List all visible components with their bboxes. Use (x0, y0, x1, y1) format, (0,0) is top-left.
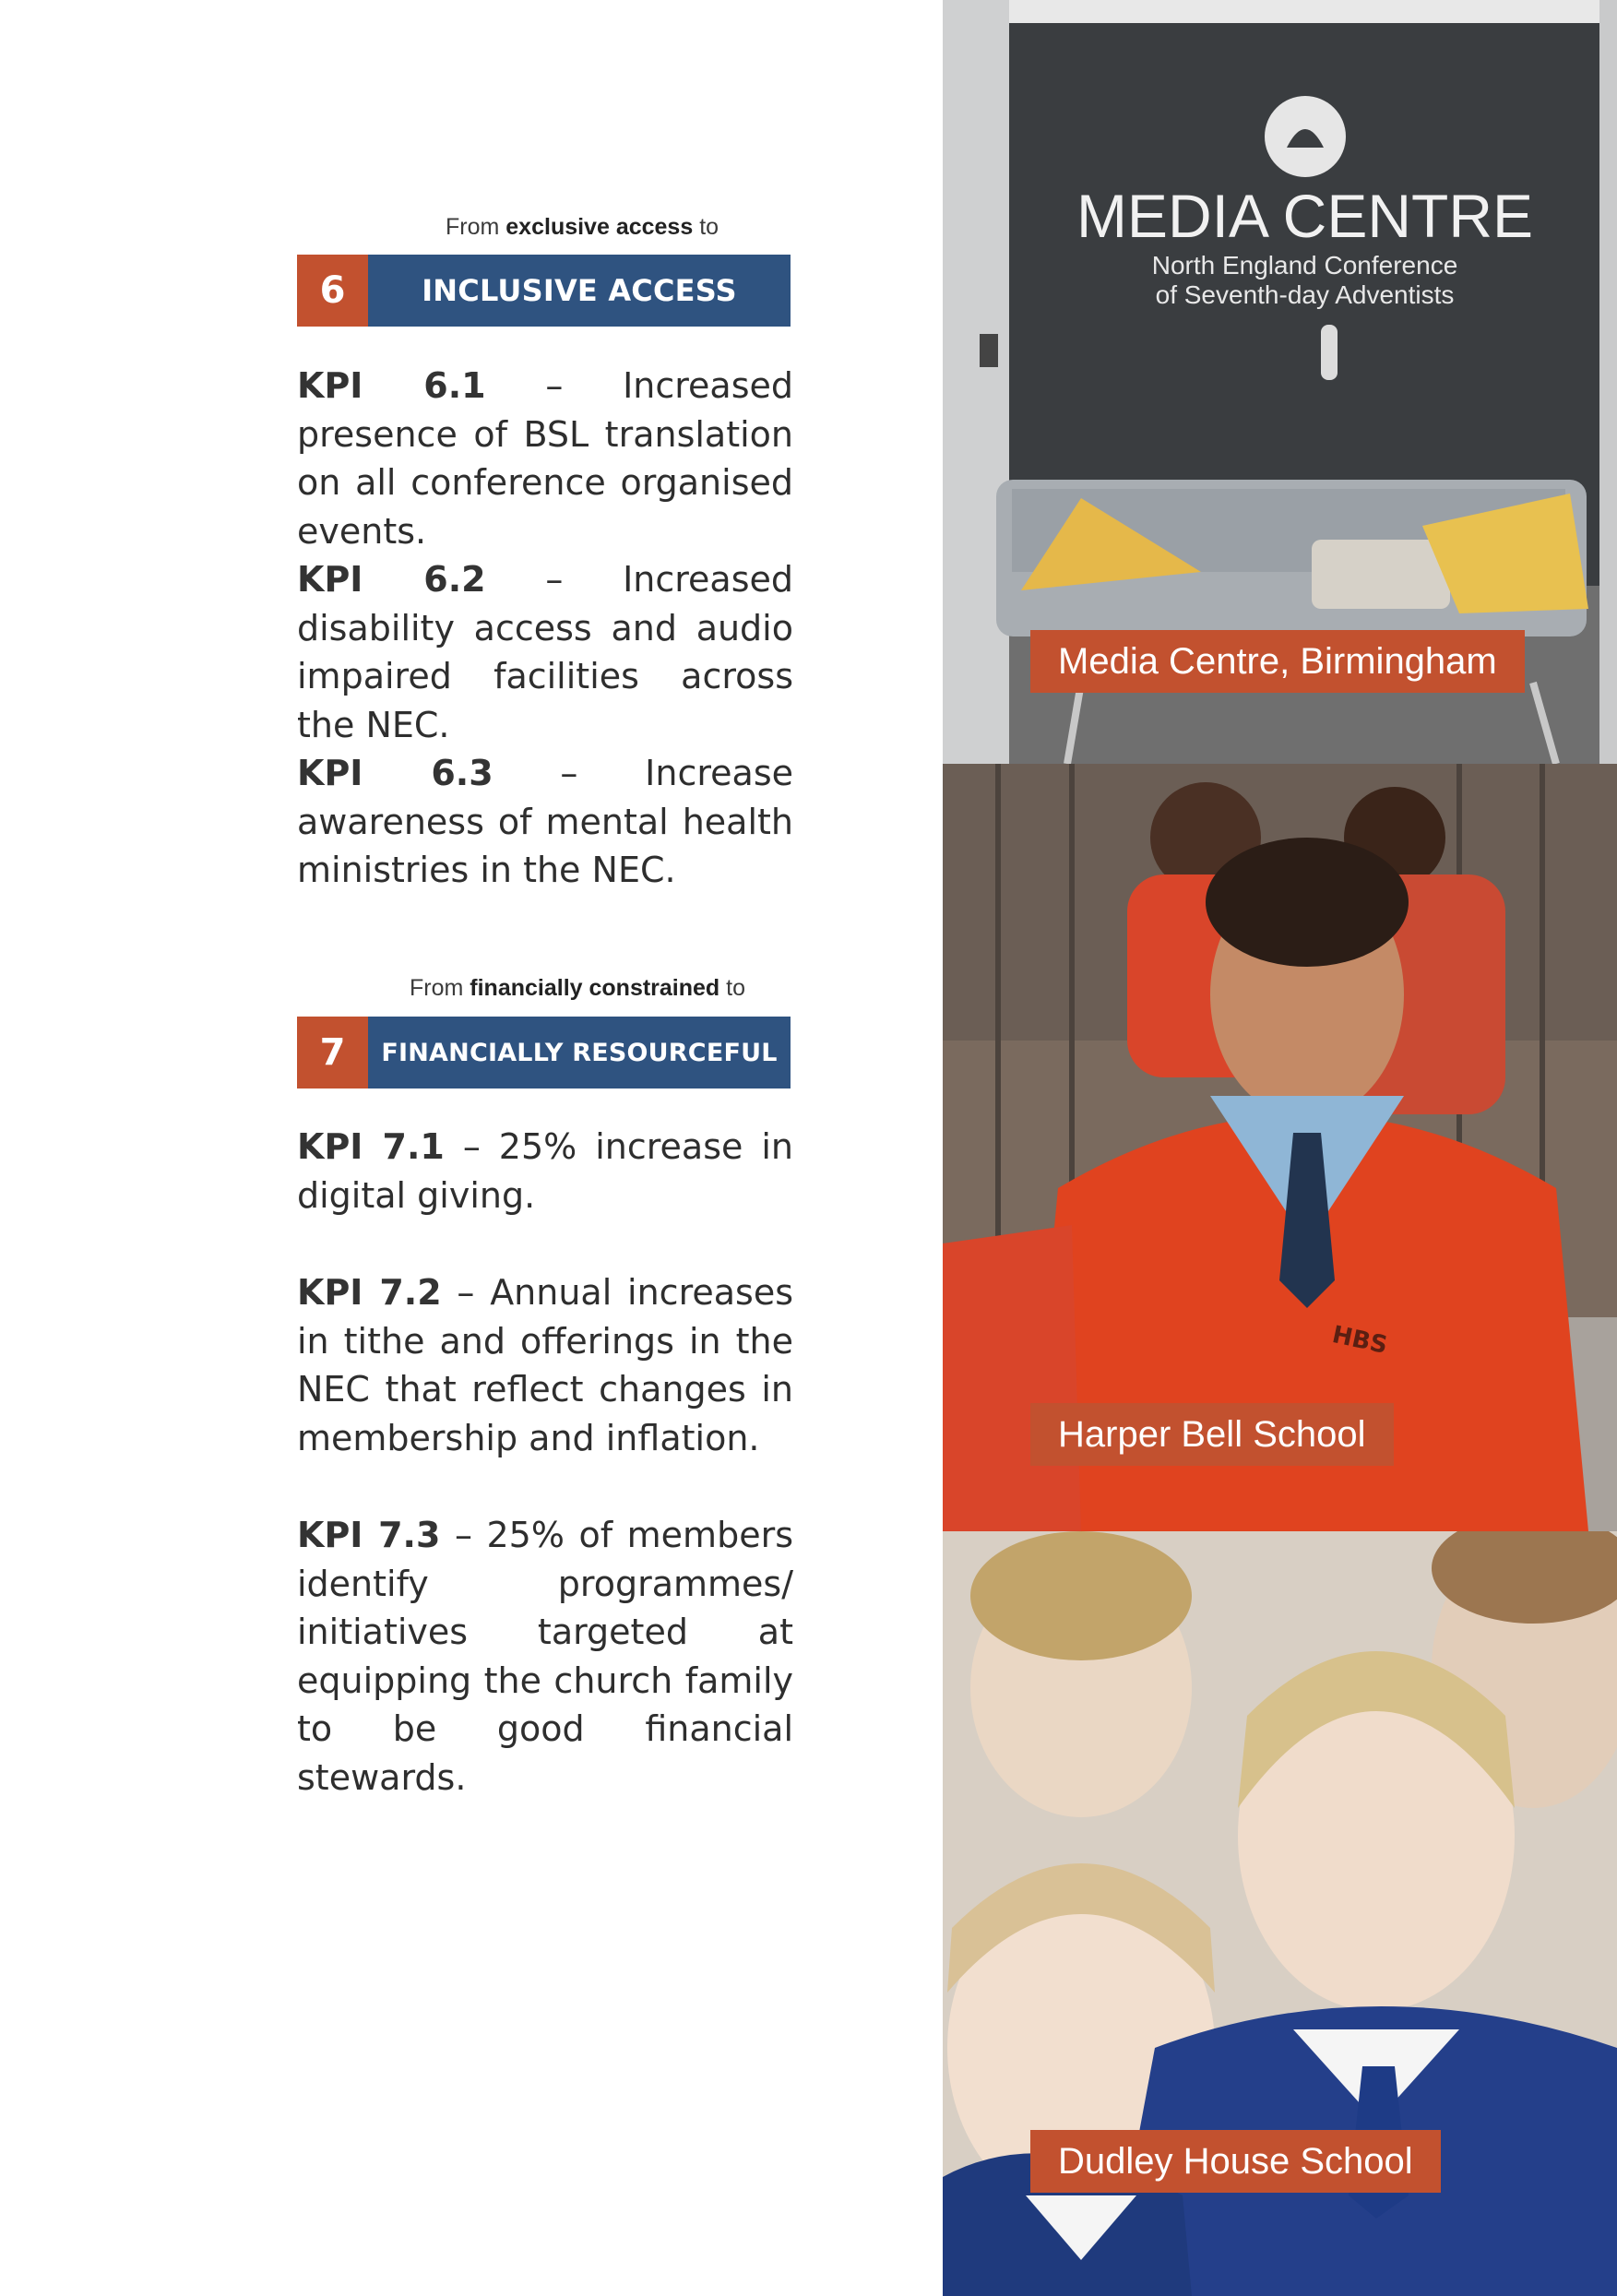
kpi-6-3: KPI 6.3 – Increase awareness of mental health ministries in the NEC. (297, 753, 793, 890)
kpi-7-2: KPI 7.2 – Annual increases in tithe and offerings in the NEC that reflect changes in membership and inflation. (297, 1272, 794, 1458)
kpi-7-3: KPI 7.3 – 25% of members identify programmes/ initiatives targeted at equipping the church family to be good financial stewards. (297, 1515, 793, 1798)
section7-from-label: From financially constrained to (410, 975, 746, 1001)
section7-number: 7 (297, 1017, 368, 1089)
kpi-6-1: KPI 6.1 – Increased presence of BSL translation on all conference organised events. (297, 365, 793, 552)
media-centre-photo (943, 0, 1617, 764)
kpi-6-2: KPI 6.2 – Increased disability access and audio impaired facilities across the NEC. (297, 559, 793, 745)
media-centre-wall-line1: North England Conference (1151, 251, 1458, 280)
hbs-badge-text: HBS (1329, 1321, 1390, 1360)
section6-from-label: From exclusive access to (446, 214, 719, 240)
harper-bell-photo (943, 764, 1617, 1531)
media-centre-caption: Media Centre, Birmingham (1030, 630, 1525, 693)
section6-title: INCLUSIVE ACCESS (422, 273, 737, 308)
harper-bell-caption: Harper Bell School (1030, 1403, 1394, 1466)
media-centre-wall-line2: of Seventh-day Adventists (1155, 280, 1455, 309)
dudley-house-photo (943, 1531, 1617, 2296)
section7-banner (297, 1017, 791, 1089)
section6-number: 6 (297, 255, 368, 327)
section6-banner (297, 255, 791, 327)
media-centre-wall-title: MEDIA CENTRE (1076, 182, 1534, 250)
kpi-7-1: KPI 7.1 – 25% increase in digital giving. (297, 1126, 793, 1216)
dudley-house-caption: Dudley House School (1030, 2130, 1441, 2193)
section7-title: FINANCIALLY RESOURCEFUL (381, 1038, 778, 1067)
